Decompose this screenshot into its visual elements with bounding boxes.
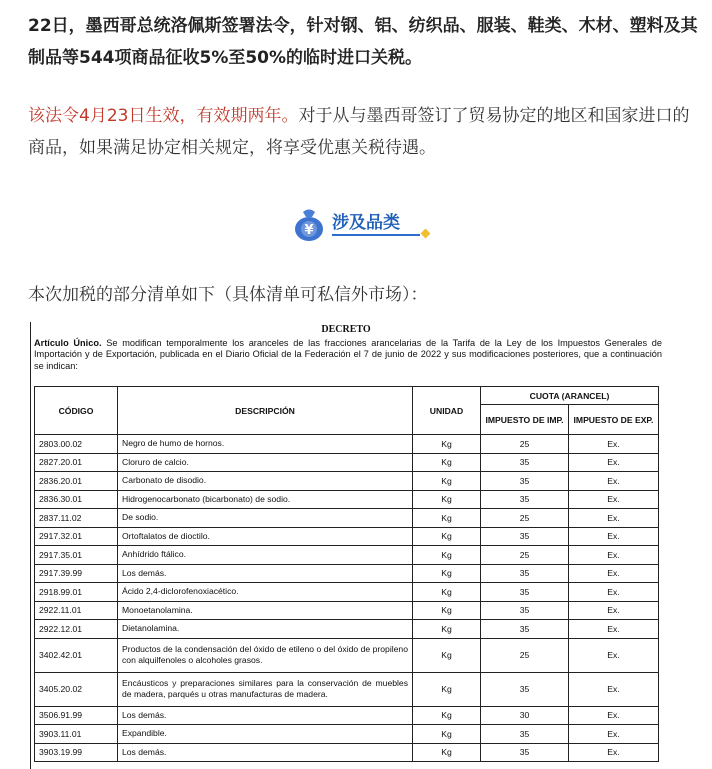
table-row [35,601,659,620]
cell-codigo: 2917.39.99 [35,564,118,583]
section-heading [292,204,442,244]
table-row [35,453,659,472]
cell-unidad: Kg [413,620,481,639]
table-row [35,706,659,725]
cell-impuesto-exp: Ex. [569,490,659,509]
cell-descripcion: Encáusticos y preparaciones similares para la conservación de muebles de madera, parqués u otras manufacturas de madera. [118,672,413,706]
cell-unidad: Kg [413,435,481,454]
cell-impuesto-exp: Ex. [569,472,659,491]
section-underline [332,234,420,236]
cell-descripcion: Los demás. [118,706,413,725]
cell-descripcion: Monoetanolamina. [118,601,413,620]
header-impuesto-exp: IMPUESTO DE EXP. [569,405,659,435]
header-unidad: UNIDAD [413,387,481,435]
cell-impuesto-exp: Ex. [569,564,659,583]
cell-codigo: 3402.42.01 [35,638,118,672]
cell-unidad: Kg [413,583,481,602]
table-row [35,672,659,706]
cell-descripcion: Ortoftalatos de dioctilo. [118,527,413,546]
cell-impuesto-exp: Ex. [569,583,659,602]
cell-impuesto-imp: 25 [481,509,569,528]
header-cuota: CUOTA (ARANCEL) [481,387,659,405]
cell-impuesto-imp: 35 [481,672,569,706]
cell-codigo: 2837.11.02 [35,509,118,528]
cell-codigo: 2836.20.01 [35,472,118,491]
cell-impuesto-imp: 35 [481,620,569,639]
decree-title: DECRETO [321,324,371,335]
cell-impuesto-exp: Ex. [569,453,659,472]
table-row [35,725,659,744]
header-codigo: CÓDIGO [35,387,118,435]
cell-descripcion: De sodio. [118,509,413,528]
tariff-table [34,386,659,762]
cell-unidad: Kg [413,725,481,744]
decree-body [34,338,662,372]
cell-impuesto-imp: 35 [481,472,569,491]
cell-unidad: Kg [413,601,481,620]
cell-unidad: Kg [413,706,481,725]
paragraph-decree-summary: 22日，墨西哥总统洛佩斯签署法令，针对钢、铝、纺织品、服装、鞋类、木材、塑料及其制品等544项商品征收5%至50%的临时进口关税。 [28,16,698,68]
cell-codigo: 2803.00.02 [35,435,118,454]
money-bag-icon [292,206,326,242]
decree-image [28,322,664,769]
cell-codigo: 3903.11.01 [35,725,118,744]
table-row [35,435,659,454]
table-row [35,564,659,583]
cell-descripcion: Ácido 2,4-diclorofenoxiacético. [118,583,413,602]
table-row [35,743,659,762]
cell-codigo: 2922.11.01 [35,601,118,620]
cell-impuesto-exp: Ex. [569,620,659,639]
cell-descripcion: Anhídrido ftálico. [118,546,413,565]
cell-impuesto-exp: Ex. [569,725,659,744]
cell-impuesto-imp: 30 [481,706,569,725]
cell-descripcion: Hidrogenocarbonato (bicarbonato) de sodio. [118,490,413,509]
cell-impuesto-imp: 35 [481,453,569,472]
cell-codigo: 2922.12.01 [35,620,118,639]
cell-impuesto-imp: 35 [481,725,569,744]
cell-unidad: Kg [413,509,481,528]
cell-descripcion: Expandible. [118,725,413,744]
paragraph-preferential-note: 对于从与墨西哥签订了贸易协定的地区和国家进口的商品，如果满足协定相关规定，将享受优惠关税待遇。 [28,106,690,158]
header-impuesto-imp: IMPUESTO DE IMP. [481,405,569,435]
cell-unidad: Kg [413,453,481,472]
cell-impuesto-imp: 35 [481,527,569,546]
cell-impuesto-imp: 25 [481,546,569,565]
cell-descripcion: Carbonato de disodio. [118,472,413,491]
cell-unidad: Kg [413,564,481,583]
cell-descripcion: Cloruro de calcio. [118,453,413,472]
diamond-icon [421,229,431,239]
cell-unidad: Kg [413,672,481,706]
cell-descripcion: Dietanolamina. [118,620,413,639]
cell-descripcion: Los demás. [118,743,413,762]
cell-impuesto-exp: Ex. [569,672,659,706]
cell-impuesto-exp: Ex. [569,546,659,565]
section-title: 涉及品类 [332,213,400,233]
tariff-table-body [35,435,659,762]
cell-codigo: 3903.19.99 [35,743,118,762]
table-row [35,527,659,546]
cell-unidad: Kg [413,638,481,672]
cell-unidad: Kg [413,472,481,491]
cell-codigo: 2917.35.01 [35,546,118,565]
cell-impuesto-imp: 25 [481,638,569,672]
cell-codigo: 2836.30.01 [35,490,118,509]
table-row [35,546,659,565]
cell-unidad: Kg [413,527,481,546]
cell-impuesto-exp: Ex. [569,601,659,620]
table-row [35,490,659,509]
table-row [35,472,659,491]
cell-codigo: 2917.32.01 [35,527,118,546]
decree-text: Se modifican temporalmente los aranceles de las fracciones arancelarias de la Tarifa de la Ley de los Impuestos Generales de Importación y de Exportación, publicada en el Diario Oficial de la Federación el 7 de junio de 2022 y sus modificaciones posteriores, que a continuación se indican: [34,338,662,371]
cell-impuesto-imp: 35 [481,564,569,583]
decree-border [30,322,31,769]
cell-impuesto-exp: Ex. [569,435,659,454]
decree-lead: Artículo Único. [34,338,102,348]
cell-impuesto-exp: Ex. [569,638,659,672]
paragraph-effective-date [28,100,700,164]
table-row [35,620,659,639]
cell-impuesto-imp: 25 [481,435,569,454]
table-row [35,509,659,528]
cell-impuesto-exp: Ex. [569,509,659,528]
cell-impuesto-exp: Ex. [569,527,659,546]
highlight-effective-date: 该法令4月23日生效，有效期两年。 [28,106,299,126]
cell-descripcion: Los demás. [118,564,413,583]
cell-descripcion: Productos de la condensación del óxido de etileno o del óxido de propileno con alquilfenoles o alcoholes grasos. [118,638,413,672]
cell-impuesto-imp: 35 [481,601,569,620]
cell-codigo: 3506.91.99 [35,706,118,725]
cell-impuesto-imp: 35 [481,583,569,602]
cell-descripcion: Negro de humo de hornos. [118,435,413,454]
cell-codigo: 2918.99.01 [35,583,118,602]
cell-impuesto-exp: Ex. [569,743,659,762]
table-row [35,583,659,602]
table-row [35,638,659,672]
cell-impuesto-imp: 35 [481,743,569,762]
cell-codigo: 3405.20.02 [35,672,118,706]
cell-unidad: Kg [413,546,481,565]
cell-codigo: 2827.20.01 [35,453,118,472]
cell-unidad: Kg [413,490,481,509]
yen-symbol: ¥ [304,223,314,238]
cell-impuesto-exp: Ex. [569,706,659,725]
list-intro: 本次加税的部分清单如下（具体清单可私信外市场）： [28,285,428,305]
cell-unidad: Kg [413,743,481,762]
header-descripcion: DESCRIPCIÓN [118,387,413,435]
cell-impuesto-imp: 35 [481,490,569,509]
